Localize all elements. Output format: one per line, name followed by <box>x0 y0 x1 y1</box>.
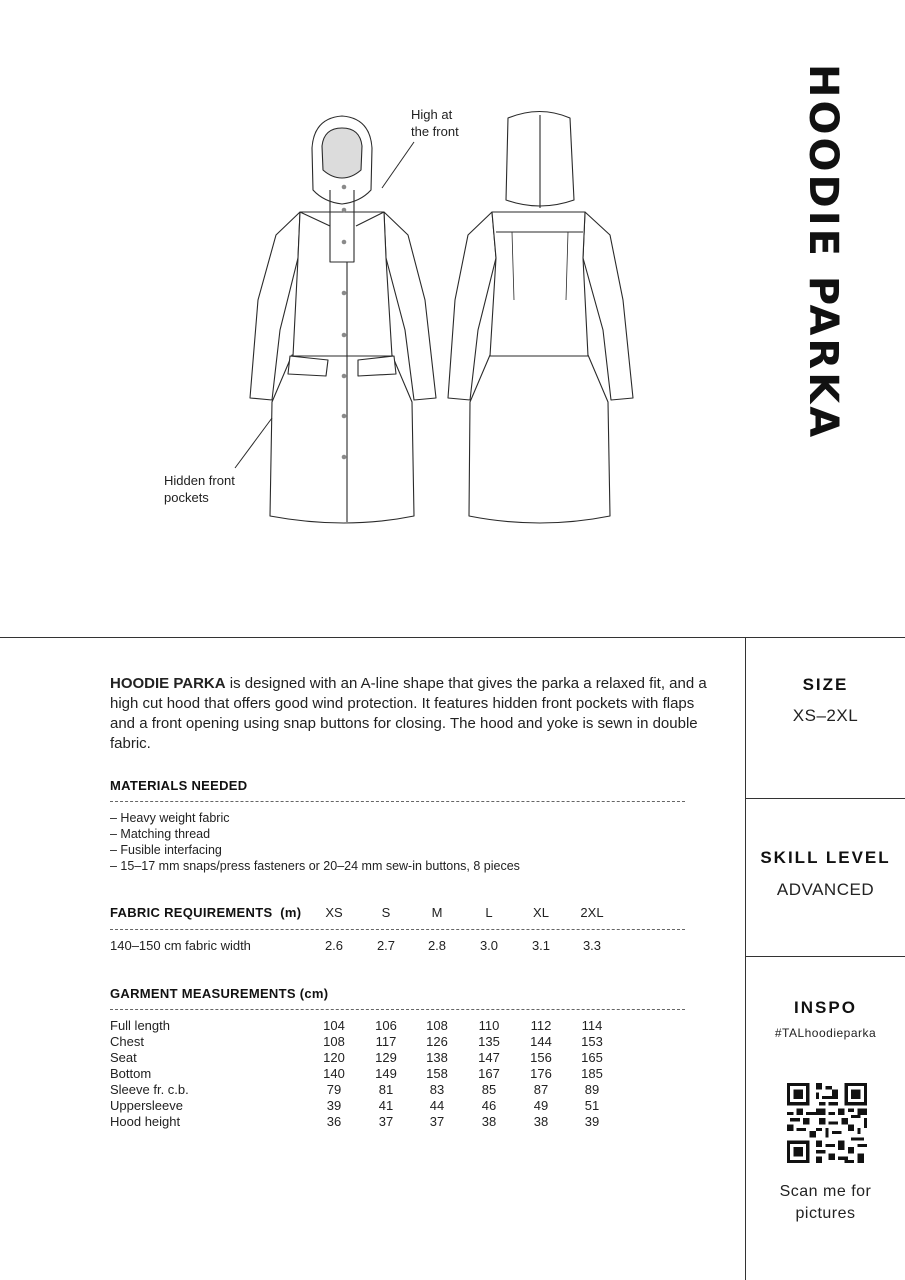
table-cell: 85 <box>481 1082 497 1097</box>
table-cell: 38 <box>481 1114 497 1129</box>
size-header: XL <box>533 905 549 920</box>
table-cell: 153 <box>581 1034 603 1049</box>
table-cell: 167 <box>478 1066 500 1081</box>
size-header: 2XL <box>580 905 604 920</box>
list-item: – Heavy weight fabric <box>110 811 230 825</box>
table-cell: 3.3 <box>582 938 602 953</box>
table-cell: 38 <box>533 1114 549 1129</box>
table-cell: 89 <box>584 1082 600 1097</box>
skill-value: ADVANCED <box>776 880 875 899</box>
annotation-pockets: Hidden front pockets <box>164 473 235 505</box>
table-cell: 112 <box>530 1018 552 1033</box>
table-cell: 110 <box>478 1018 500 1033</box>
table-cell: 3.1 <box>531 938 551 953</box>
divider-side-2 <box>746 956 905 957</box>
skill-title: SKILL LEVEL <box>760 848 891 867</box>
size-header: S <box>381 905 391 920</box>
list-item: – 15–17 mm snaps/press fasteners or 20–24 mm sew-in buttons, 8 pieces <box>110 859 520 873</box>
table-cell: 41 <box>378 1098 394 1113</box>
dashed-rule <box>110 1009 685 1010</box>
annotation-high-front: High at the front <box>411 107 459 139</box>
table-cell: 140 <box>323 1066 345 1081</box>
materials-list <box>110 810 520 874</box>
table-cell: 185 <box>581 1066 603 1081</box>
table-row-label: Full length <box>110 1018 170 1033</box>
list-item: – Matching thread <box>110 827 211 841</box>
table-cell: 36 <box>326 1114 342 1129</box>
table-row-label: Bottom <box>110 1066 152 1081</box>
dashed-rule <box>110 801 685 802</box>
table-row-label: Uppersleeve <box>110 1098 183 1113</box>
size-header: XS <box>325 905 343 920</box>
garment-illustration <box>0 0 745 600</box>
dashed-rule <box>110 929 685 930</box>
table-row-label: Hood height <box>110 1114 181 1129</box>
hashtag: #TALhoodieparka <box>774 1026 877 1040</box>
table-cell: 39 <box>584 1114 600 1129</box>
page-title <box>800 64 860 444</box>
table-cell: 2.8 <box>427 938 447 953</box>
table-cell: 37 <box>429 1114 445 1129</box>
table-cell: 108 <box>323 1034 345 1049</box>
divider-side-1 <box>746 798 905 799</box>
table-cell: 2.6 <box>324 938 344 953</box>
table-cell: 147 <box>478 1050 500 1065</box>
table-cell: 144 <box>530 1034 552 1049</box>
table-cell: 158 <box>426 1066 448 1081</box>
size-header: L <box>485 905 493 920</box>
table-cell: 114 <box>581 1018 603 1033</box>
table-cell: 120 <box>323 1050 345 1065</box>
table-cell: 87 <box>533 1082 549 1097</box>
qr-code-icon[interactable] <box>787 1083 867 1163</box>
table-cell: 106 <box>375 1018 397 1033</box>
back-view-drawing <box>448 112 633 524</box>
table-cell: 51 <box>584 1098 600 1113</box>
table-row-label: Seat <box>110 1050 137 1065</box>
table-cell: 126 <box>426 1034 448 1049</box>
table-cell: 104 <box>323 1018 345 1033</box>
inspo-title: INSPO <box>794 998 857 1017</box>
page-title-text: HOODIE PARKA <box>800 64 846 441</box>
size-value: XS–2XL <box>792 706 859 725</box>
table-cell: 117 <box>375 1034 397 1049</box>
divider-top <box>0 637 905 638</box>
fabric-row-label: 140–150 cm fabric width <box>110 938 251 953</box>
table-cell: 81 <box>378 1082 394 1097</box>
size-title: SIZE <box>802 675 849 694</box>
fabric-heading: FABRIC REQUIREMENTS (m) <box>110 905 302 920</box>
table-cell: 108 <box>426 1018 448 1033</box>
table-cell: 49 <box>533 1098 549 1113</box>
table-row-label: Chest <box>110 1034 144 1049</box>
table-cell: 46 <box>481 1098 497 1113</box>
table-cell: 129 <box>375 1050 397 1065</box>
table-cell: 44 <box>429 1098 445 1113</box>
table-cell: 79 <box>326 1082 342 1097</box>
list-item: – Fusible interfacing <box>110 843 222 857</box>
size-header: M <box>431 905 443 920</box>
table-cell: 135 <box>478 1034 500 1049</box>
table-cell: 39 <box>326 1098 342 1113</box>
scan-caption: Scan me for pictures <box>779 1183 872 1222</box>
table-cell: 2.7 <box>376 938 396 953</box>
materials-heading: MATERIALS NEEDED <box>110 778 248 793</box>
table-cell: 83 <box>429 1082 445 1097</box>
table-row-label: Sleeve fr. c.b. <box>110 1082 189 1097</box>
table-cell: 149 <box>375 1066 397 1081</box>
table-cell: 3.0 <box>479 938 499 953</box>
table-cell: 156 <box>530 1050 552 1065</box>
table-cell: 165 <box>581 1050 603 1065</box>
table-cell: 138 <box>426 1050 448 1065</box>
table-cell: 37 <box>378 1114 394 1129</box>
intro-paragraph: HOODIE PARKA is designed with an A-line shape that gives the parka a relaxed fit, and a high cut hood that offers good wind protection. It features hidden front pockets with flaps and a front opening using snap buttons for closing. The hood and yoke is sewn in double fabric. <box>110 675 707 752</box>
front-view-drawing <box>250 116 436 523</box>
table-cell: 176 <box>530 1066 552 1081</box>
garment-heading: GARMENT MEASUREMENTS (cm) <box>110 986 329 1001</box>
